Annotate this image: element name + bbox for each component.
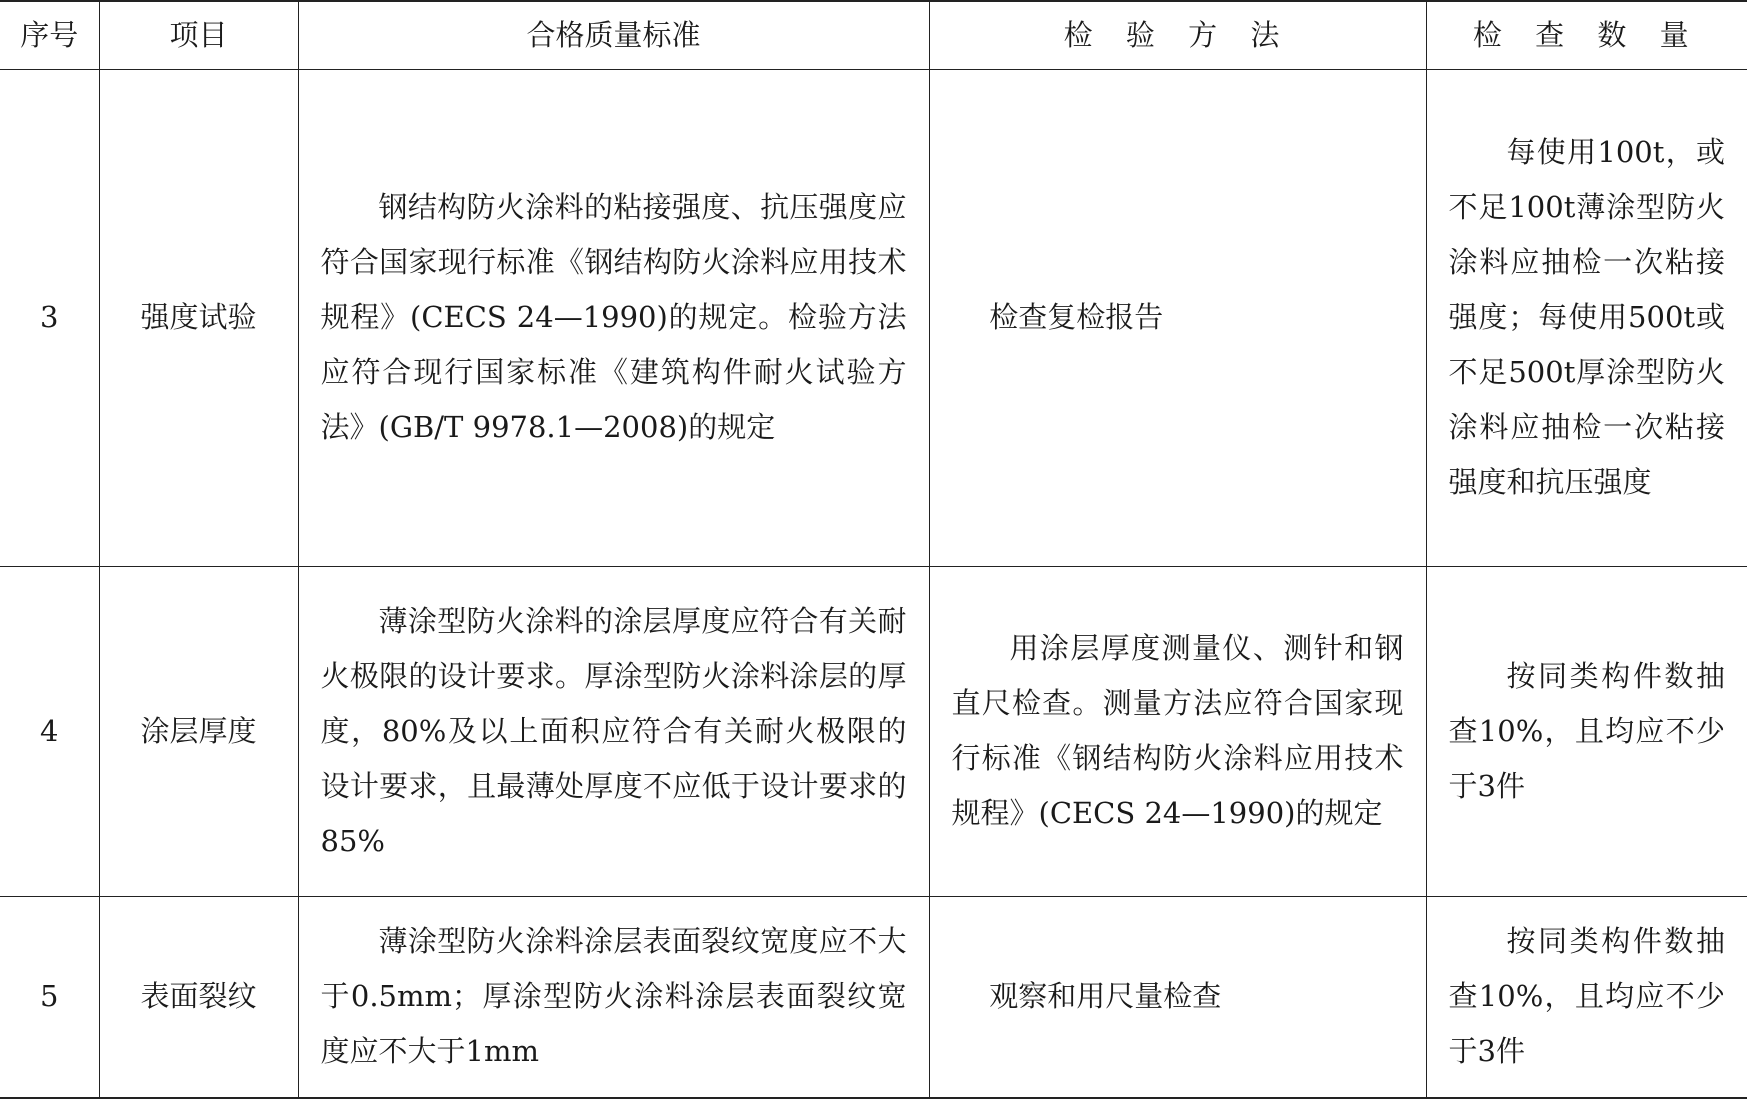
cell-quantity: 按同类构件数抽查10%，且均应不少于3件 [1426, 896, 1747, 1098]
cell-no: 5 [0, 896, 99, 1098]
cell-method: 检查复检报告 [929, 69, 1426, 566]
cell-no: 4 [0, 566, 99, 896]
header-quantity: 检 查 数 量 [1426, 1, 1747, 69]
cell-standard: 薄涂型防火涂料涂层表面裂纹宽度应不大于0.5mm；厚涂型防火涂料涂层表面裂纹宽度应不大于1mm [298, 896, 929, 1098]
cell-standard: 钢结构防火涂料的粘接强度、抗压强度应符合国家现行标准《钢结构防火涂料应用技术规程》(CECS 24—1990)的规定。检验方法应符合现行国家标准《建筑构件耐火试验方法》(GB/T 9978.1—2008)的规定 [298, 69, 929, 566]
table-row [0, 69, 1747, 566]
cell-item: 表面裂纹 [99, 896, 298, 1098]
cell-no: 3 [0, 69, 99, 566]
header-standard: 合格质量标准 [298, 1, 929, 69]
table-row [0, 896, 1747, 1098]
header-method: 检 验 方 法 [929, 1, 1426, 69]
header-row [0, 1, 1747, 69]
cell-quantity: 每使用100t，或不足100t薄涂型防火涂料应抽检一次粘接强度；每使用500t或不足500t厚涂型防火涂料应抽检一次粘接强度和抗压强度 [1426, 69, 1747, 566]
header-item: 项目 [99, 1, 298, 69]
cell-item: 强度试验 [99, 69, 298, 566]
table-row [0, 566, 1747, 896]
cell-method: 观察和用尺量检查 [929, 896, 1426, 1098]
cell-quantity: 按同类构件数抽查10%，且均应不少于3件 [1426, 566, 1747, 896]
cell-item: 涂层厚度 [99, 566, 298, 896]
cell-method: 用涂层厚度测量仪、测针和钢直尺检查。测量方法应符合国家现行标准《钢结构防火涂料应用技术规程》(CECS 24—1990)的规定 [929, 566, 1426, 896]
cell-standard: 薄涂型防火涂料的涂层厚度应符合有关耐火极限的设计要求。厚涂型防火涂料涂层的厚度，80%及以上面积应符合有关耐火极限的设计要求，且最薄处厚度不应低于设计要求的85% [298, 566, 929, 896]
header-no: 序号 [0, 1, 99, 69]
